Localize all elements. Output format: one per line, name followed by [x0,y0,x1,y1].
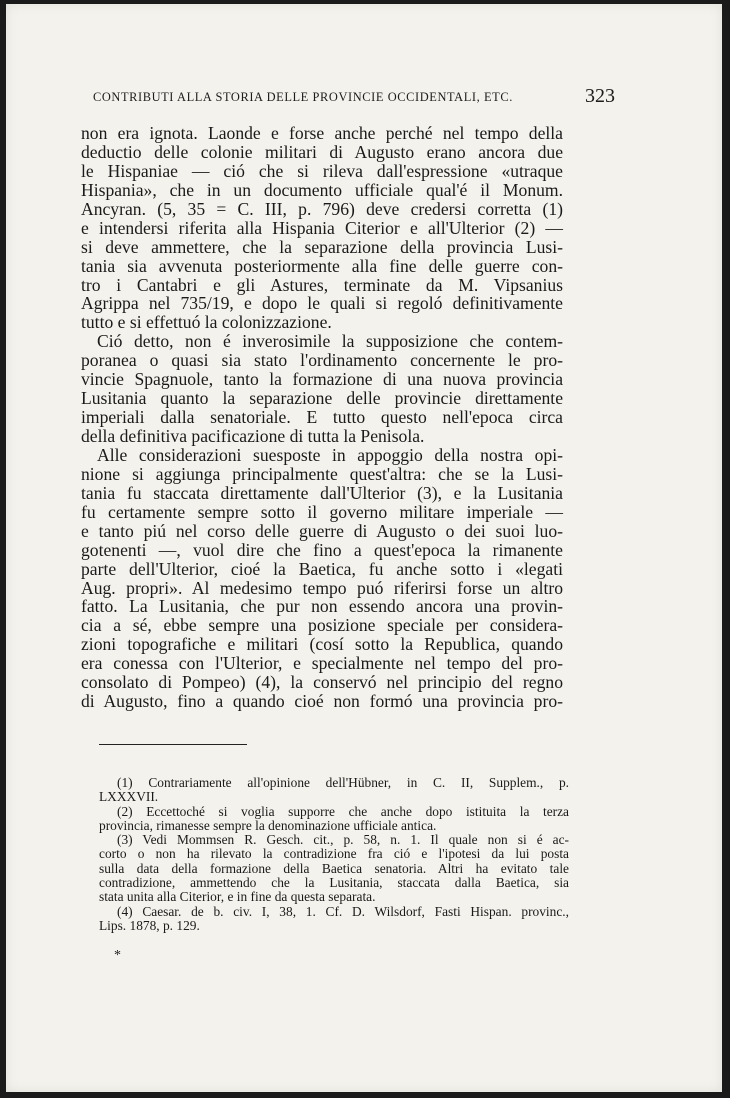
text-line: si deve ammettere, che la separazione della provincia Lusi- [81,236,563,257]
text-line: le Hispaniae — ció che si rileva dall'espressione «utraque [81,160,563,181]
text-line: zioni topografiche e militari (cosí sotto la Republica, quando [81,634,563,655]
running-header [93,85,615,107]
footnote-line: (2) Eccettoché si voglia supporre che anche dopo istituita la terza [117,803,569,819]
footnote-line: stata unita alla Citerior, e in fine da questa separata. [99,889,376,905]
text-line: cia a sé, ebbe sempre una posizione speciale per considera- [81,615,563,636]
text-line: tutto e si effettuó la colonizzazione. [81,312,332,333]
text-line: Agrippa nel 735/19, e dopo le quali si regoló definitivamente [81,293,563,314]
signature-mark: * [114,948,121,963]
text-line: tro i Cantabri e gli Astures, terminate da M. Vipsanius [81,274,563,295]
running-title: CONTRIBUTI ALLA STORIA DELLE PROVINCIE OCCIDENTALI, ETC. [93,90,513,104]
footnote-line: provincia, rimanesse sempre la denominazione ufficiale antica. [99,817,437,833]
text-line: nione si aggiunga principalmente quest'altra: che se la Lusi- [81,463,563,484]
text-line: Ancyran. (5, 35 = C. III, p. 796) deve credersi corretta (1) [81,198,563,219]
footnote-line: (3) Vedi Mommsen R. Gesch. cit., p. 58, n. 1. Il quale non si é ac- [117,832,569,848]
text-line: deductio delle colonie militari di Augusto erano ancora due [81,141,563,162]
text-line: consolato di Pompeo) (4), la conservó nel principio del regno [81,672,563,693]
text-line: non era ignota. Laonde e forse anche perché nel tempo della [81,123,563,143]
footnote-line: LXXXVII. [99,789,159,805]
text-line: tania sia avvenuta posteriormente alla fine delle guerre con- [81,255,563,276]
text-line: della definitiva pacificazione di tutta la Penisola. [81,426,425,446]
text-line: Ció detto, non é inverosimile la supposizione che contem- [97,331,563,352]
footnote-line: sulla data della formazione della Baetica senatoria. Altri ha evitato tale [99,860,569,876]
text-line: di Augusto, fino a quando cioé non formó una provincia pro- [81,691,563,712]
footnote-separator [99,744,247,745]
text-line: Hispania», che in un documento ufficiale qual'é il Monum. [81,179,563,200]
text-line: Aug. propri». Al medesimo tempo puó riferirsi forse un altro [81,577,563,598]
main-text [81,124,563,711]
footnotes [99,776,569,933]
text-line: fu certamente sempre sotto il governo militare imperiale — [81,501,563,522]
text-line: e tanto piú nel corso delle guerre di Augusto o dei suoi luo- [81,520,563,541]
text-line: era conessa con l'Ulterior, e specialmente nel tempo del pro- [81,653,563,674]
text-line: fatto. La Lusitania, che pur non essendo ancora una provin- [81,596,563,617]
text-line: parte dell'Ulterior, cioé la Baetica, fu anche sotto i «legati [81,558,563,579]
text-line: poranea o quasi sia stato l'ordinamento concernente le pro- [81,350,563,371]
text-line: e intendersi riferita alla Hispania Citerior e all'Ulterior (2) — [81,217,563,238]
book-page [6,4,722,1092]
text-line: Lusitania quanto la separazione delle provincie direttamente [81,388,563,409]
footnote-line: (1) Contrariamente all'opinione dell'Hübner, in C. II, Supplem., p. [117,775,569,790]
text-line: tania fu staccata direttamente dall'Ulterior (3), e la Lusitania [81,482,563,503]
footnote-line: (4) Caesar. de b. civ. I, 38, 1. Cf. D. Wilsdorf, Fasti Hispan. provinc., [117,903,569,919]
text-line: Alle considerazioni suesposte in appoggio della nostra opi- [97,444,563,465]
text-line: gotenenti —, vuol dire che fino a quest'epoca la rimanente [81,539,563,560]
footnote-line: contradizione, ammettendo che la Lusitania, staccata dalla Baetica, sia [99,874,569,890]
footnote-line: corto o non ha rilevato la contradizione fra ció e l'ipotesi da lui posta [99,846,569,862]
text-line: vincie Spagnuole, tanto la formazione di una nuova provincia [81,369,563,390]
text-line: imperiali dalla senatoriale. E tutto questo nell'epoca circa [81,407,563,428]
page-number: 323 [585,85,615,107]
footnote-line: Lips. 1878, p. 129. [99,917,200,933]
